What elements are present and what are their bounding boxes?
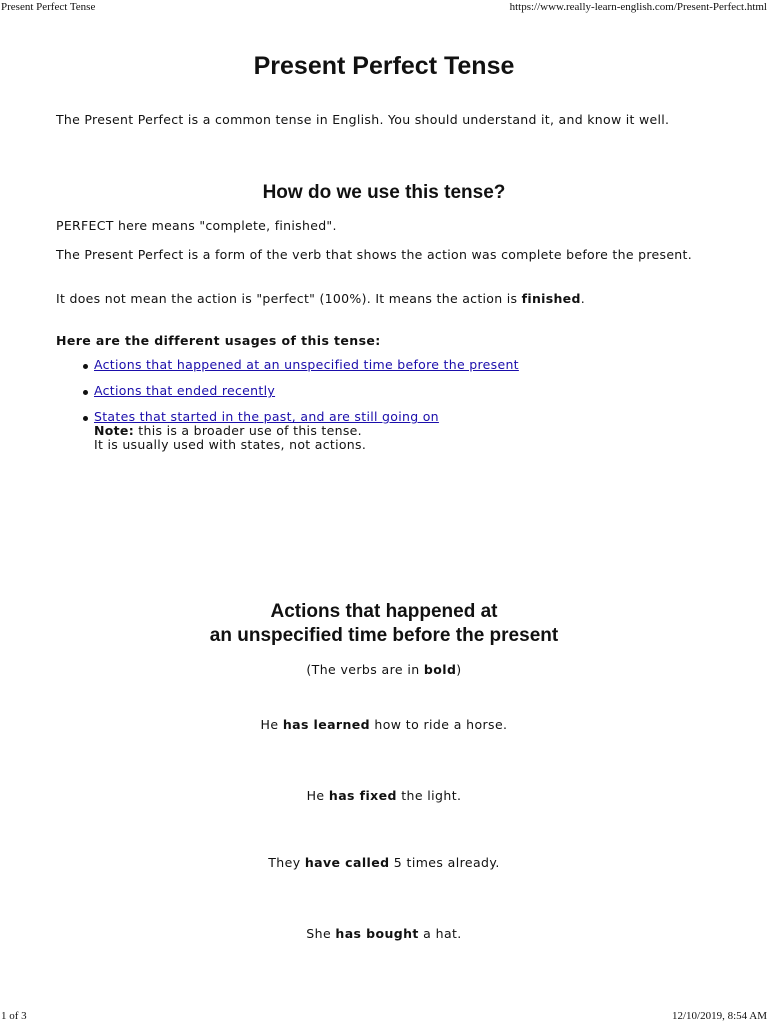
example-verb: has learned <box>282 717 371 732</box>
list-item <box>80 410 519 452</box>
usage-note-line2: It is usually used with states, not actions. <box>94 437 367 452</box>
example-sentence <box>0 855 768 870</box>
example-rest: the light. <box>396 788 462 803</box>
usage-link-states-ongoing[interactable]: States that started in the past, and are still going on <box>94 409 439 424</box>
perfect-definition: PERFECT here means "complete, finished". <box>56 218 337 233</box>
example-rest: a hat. <box>418 926 462 941</box>
page-number: 1 of 3 <box>1 1010 27 1022</box>
print-header-title: Present Perfect Tense <box>1 1 96 13</box>
list-item <box>80 384 519 398</box>
verbs-note-close: ) <box>456 662 462 677</box>
section-heading-line1: Actions that happened at <box>270 601 498 622</box>
note-label: Note: <box>94 423 135 438</box>
not-perfect-period: . <box>580 291 585 306</box>
section-heading-unspecified-time <box>0 600 768 648</box>
verbs-note-bold: bold <box>423 662 457 677</box>
usage-link-ended-recently[interactable]: Actions that ended recently <box>94 383 276 398</box>
perfect-form-paragraph: The Present Perfect is a form of the verb that shows the action was complete before the present. <box>56 247 693 262</box>
example-sentence <box>0 788 768 803</box>
finished-bold: finished <box>521 291 581 306</box>
usage-link-unspecified-time[interactable]: Actions that happened at an unspecified time before the present <box>94 357 519 372</box>
print-header <box>0 0 768 16</box>
verbs-note-text: (The verbs are in <box>306 662 424 677</box>
intro-paragraph: The Present Perfect is a common tense in English. You should understand it, and know it well. <box>56 112 670 127</box>
page-title: Present Perfect Tense <box>253 52 515 80</box>
example-verb: have called <box>304 855 390 870</box>
list-item <box>80 358 519 372</box>
example-subject: He <box>260 717 283 732</box>
section-heading-usage: How do we use this tense? <box>262 182 506 203</box>
example-subject: She <box>306 926 336 941</box>
print-header-url: https://www.really-learn-english.com/Present-Perfect.html <box>509 1 767 13</box>
example-sentence <box>0 717 768 732</box>
example-rest: how to ride a horse. <box>370 717 508 732</box>
example-subject: They <box>268 855 305 870</box>
print-datetime: 12/10/2019, 8:54 AM <box>671 1010 767 1022</box>
usage-note <box>94 424 519 438</box>
not-perfect-paragraph <box>56 292 716 306</box>
example-rest: 5 times already. <box>389 855 500 870</box>
usages-list <box>80 358 519 464</box>
example-subject: He <box>306 788 329 803</box>
note-text: this is a broader use of this tense. <box>134 423 362 438</box>
section-heading-line2: an unspecified time before the present <box>209 625 559 646</box>
usages-title: Here are the different usages of this tense: <box>56 333 381 348</box>
example-verb: has bought <box>335 926 419 941</box>
print-footer <box>0 1010 768 1024</box>
not-perfect-text: It does not mean the action is "perfect" (100%). It means the action is <box>56 291 522 306</box>
verbs-bold-note <box>0 662 768 677</box>
example-verb: has fixed <box>328 788 397 803</box>
example-sentence <box>0 926 768 941</box>
